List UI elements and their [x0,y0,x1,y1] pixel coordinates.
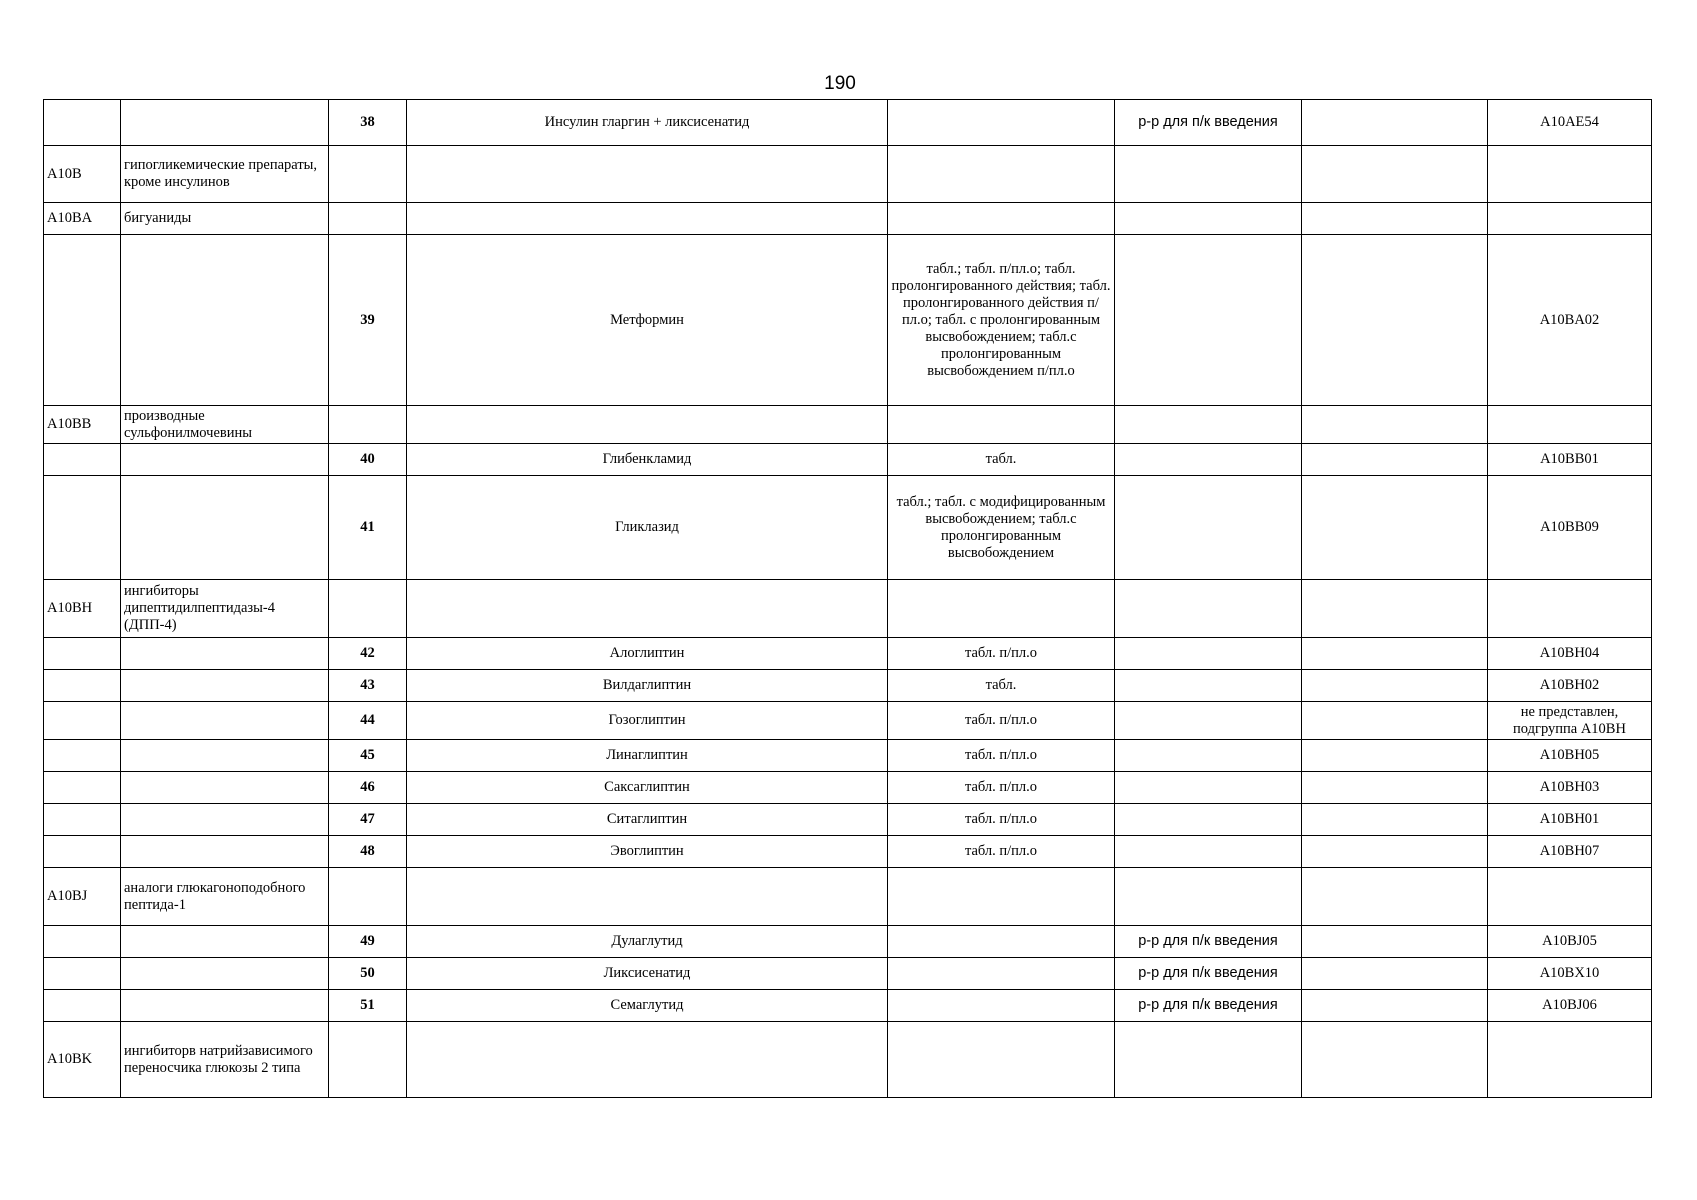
atc-code [1488,406,1652,444]
empty-cell [1302,406,1488,444]
atc-code [1488,580,1652,638]
atc-group-code [44,804,121,836]
empty-cell [1302,990,1488,1022]
dosage-form [888,100,1115,146]
item-number: 50 [329,958,407,990]
injection-form [1115,406,1302,444]
atc-code: A10BH03 [1488,772,1652,804]
empty-cell [1302,476,1488,580]
injection-form [1115,804,1302,836]
table-row [44,1022,1652,1098]
table-row [44,203,1652,235]
dosage-form: табл. [888,444,1115,476]
atc-group-name: производные сульфонилмочевины [121,406,329,444]
atc-group-code [44,235,121,406]
item-number: 48 [329,836,407,868]
injection-form [1115,235,1302,406]
item-number: 45 [329,740,407,772]
atc-group-code [44,772,121,804]
atc-group-code: A10BB [44,406,121,444]
atc-group-name [121,100,329,146]
empty-cell [1302,638,1488,670]
empty-cell [1302,836,1488,868]
injection-form: р-р для п/к введения [1115,100,1302,146]
table-row [44,804,1652,836]
table-row [44,406,1652,444]
atc-code: не представлен, подгруппа A10BH [1488,702,1652,740]
empty-cell [1302,670,1488,702]
table-row [44,444,1652,476]
injection-form [1115,203,1302,235]
item-number [329,1022,407,1098]
item-number: 49 [329,926,407,958]
atc-group-name: гипогликемические препараты, кроме инсулинов [121,146,329,203]
page-number: 190 [824,73,856,94]
injection-form [1115,868,1302,926]
dosage-form [888,406,1115,444]
atc-code: A10BH04 [1488,638,1652,670]
dosage-form: табл. п/пл.о [888,804,1115,836]
dosage-form: табл. [888,670,1115,702]
atc-group-code: A10BJ [44,868,121,926]
atc-group-code [44,926,121,958]
atc-group-name: ингибиторв натрийзависимого переносчика глюкозы 2 типа [121,1022,329,1098]
atc-code [1488,1022,1652,1098]
drug-name [407,580,888,638]
table-row [44,990,1652,1022]
atc-group-name [121,836,329,868]
item-number: 46 [329,772,407,804]
injection-form: р-р для п/к введения [1115,958,1302,990]
drug-name [407,146,888,203]
atc-group-name [121,702,329,740]
drug-name: Алоглиптин [407,638,888,670]
atc-group-code [44,100,121,146]
injection-form: р-р для п/к введения [1115,926,1302,958]
injection-form [1115,670,1302,702]
dosage-form [888,926,1115,958]
atc-group-name [121,670,329,702]
drug-name: Линаглиптин [407,740,888,772]
dosage-form [888,958,1115,990]
drug-name: Саксаглиптин [407,772,888,804]
item-number [329,146,407,203]
empty-cell [1302,146,1488,203]
atc-group-code [44,740,121,772]
dosage-form: табл.; табл. п/пл.о; табл. пролонгированного действия; табл. пролонгированного действия п/пл.о; табл. с пролонгированным высвобождением; табл.с пролонгированным высвобождением п/пл.о [888,235,1115,406]
drug-name: Ликсисенатид [407,958,888,990]
injection-form: р-р для п/к введения [1115,990,1302,1022]
atc-group-name: бигуаниды [121,203,329,235]
dosage-form [888,868,1115,926]
atc-group-code [44,836,121,868]
atc-group-name [121,926,329,958]
atc-group-name: аналоги глюкагоноподобного пептида-1 [121,868,329,926]
item-number: 42 [329,638,407,670]
empty-cell [1302,1022,1488,1098]
atc-group-code [44,958,121,990]
dosage-form: табл. п/пл.о [888,702,1115,740]
injection-form [1115,444,1302,476]
table-body [44,100,1652,1098]
drug-name: Семаглутид [407,990,888,1022]
atc-group-code: A10BK [44,1022,121,1098]
atc-code: A10BH01 [1488,804,1652,836]
item-number [329,580,407,638]
drug-name: Эвоглиптин [407,836,888,868]
drug-name: Метформин [407,235,888,406]
atc-group-name [121,638,329,670]
item-number: 39 [329,235,407,406]
injection-form [1115,476,1302,580]
dosage-form [888,580,1115,638]
injection-form [1115,772,1302,804]
item-number: 38 [329,100,407,146]
atc-code: A10BB01 [1488,444,1652,476]
table-row [44,235,1652,406]
injection-form [1115,740,1302,772]
drug-name: Инсулин гларгин + ликсисенатид [407,100,888,146]
table-row [44,868,1652,926]
item-number: 41 [329,476,407,580]
injection-form [1115,580,1302,638]
table-row [44,702,1652,740]
atc-code: A10BA02 [1488,235,1652,406]
atc-code: A10BH02 [1488,670,1652,702]
table-row [44,926,1652,958]
atc-code [1488,146,1652,203]
dosage-form: табл. п/пл.о [888,740,1115,772]
atc-code: A10BJ05 [1488,926,1652,958]
table-row [44,638,1652,670]
drug-name [407,868,888,926]
atc-code [1488,868,1652,926]
empty-cell [1302,926,1488,958]
item-number: 51 [329,990,407,1022]
dosage-form: табл.; табл. с модифицированным высвобождением; табл.с пролонгированным высвобождением [888,476,1115,580]
dosage-form [888,990,1115,1022]
empty-cell [1302,203,1488,235]
empty-cell [1302,100,1488,146]
atc-group-code [44,638,121,670]
atc-code: A10BX10 [1488,958,1652,990]
dosage-form [888,203,1115,235]
empty-cell [1302,444,1488,476]
empty-cell [1302,235,1488,406]
atc-group-name [121,804,329,836]
atc-group-name [121,958,329,990]
dosage-form: табл. п/пл.о [888,638,1115,670]
atc-group-code [44,444,121,476]
atc-code: A10BH07 [1488,836,1652,868]
drug-name: Гликлазид [407,476,888,580]
injection-form [1115,638,1302,670]
drug-name: Дулаглутид [407,926,888,958]
table-row [44,100,1652,146]
table-row [44,772,1652,804]
table-row [44,670,1652,702]
empty-cell [1302,740,1488,772]
atc-group-name [121,444,329,476]
dosage-form: табл. п/пл.о [888,772,1115,804]
atc-code [1488,203,1652,235]
atc-group-name [121,235,329,406]
atc-code: A10BH05 [1488,740,1652,772]
drug-name: Глибенкламид [407,444,888,476]
dosage-form [888,146,1115,203]
atc-group-code: A10BA [44,203,121,235]
drug-name [407,406,888,444]
drug-table [43,99,1652,1098]
table-row [44,580,1652,638]
drug-name [407,1022,888,1098]
empty-cell [1302,868,1488,926]
empty-cell [1302,580,1488,638]
atc-group-name [121,740,329,772]
drug-name: Вилдаглиптин [407,670,888,702]
atc-group-name [121,476,329,580]
item-number [329,868,407,926]
atc-group-name [121,990,329,1022]
item-number: 43 [329,670,407,702]
drug-name [407,203,888,235]
injection-form [1115,1022,1302,1098]
empty-cell [1302,958,1488,990]
injection-form [1115,836,1302,868]
atc-group-name [121,772,329,804]
atc-code: A10AE54 [1488,100,1652,146]
table-row [44,958,1652,990]
empty-cell [1302,702,1488,740]
table-row [44,836,1652,868]
table-row [44,740,1652,772]
dosage-form: табл. п/пл.о [888,836,1115,868]
table-row [44,476,1652,580]
item-number: 44 [329,702,407,740]
injection-form [1115,702,1302,740]
atc-group-code [44,702,121,740]
atc-code: A10BJ06 [1488,990,1652,1022]
atc-group-code: A10B [44,146,121,203]
item-number: 47 [329,804,407,836]
atc-group-code [44,990,121,1022]
item-number [329,203,407,235]
atc-group-code: A10BH [44,580,121,638]
empty-cell [1302,804,1488,836]
drug-name: Ситаглиптин [407,804,888,836]
item-number: 40 [329,444,407,476]
empty-cell [1302,772,1488,804]
injection-form [1115,146,1302,203]
atc-code: A10BB09 [1488,476,1652,580]
table-row [44,146,1652,203]
atc-group-name: ингибиторы дипептидилпептидазы-4 (ДПП-4) [121,580,329,638]
atc-group-code [44,670,121,702]
dosage-form [888,1022,1115,1098]
item-number [329,406,407,444]
drug-name: Гозоглиптин [407,702,888,740]
atc-group-code [44,476,121,580]
